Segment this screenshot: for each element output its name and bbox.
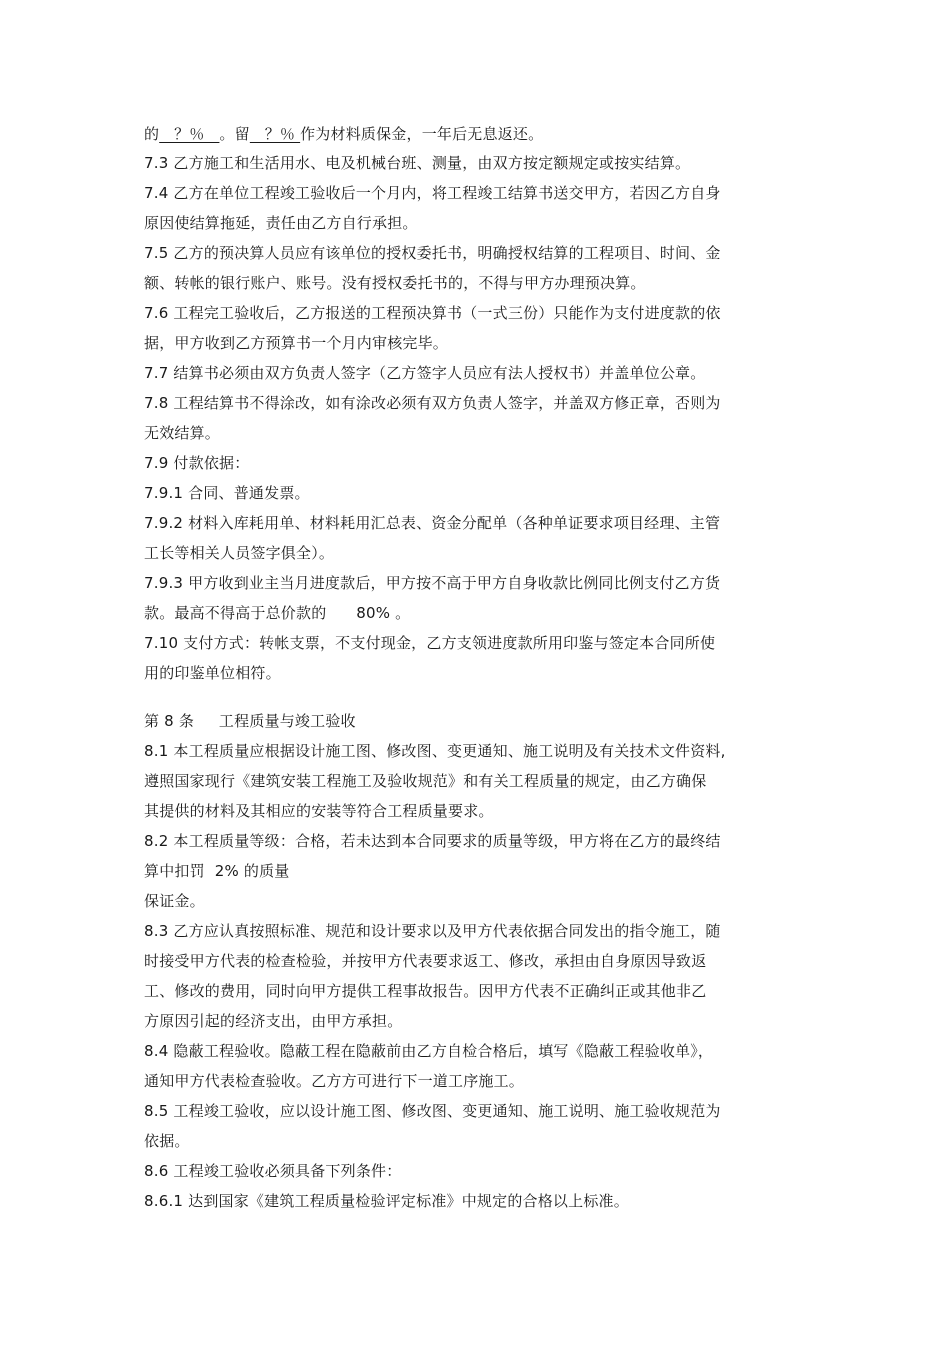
text-line-8: 据，甲方收到乙方预算书一个月内审核完毕。 — [144, 334, 449, 352]
text-line-29: 工、修改的费用，同时向甲方提供工程事故报告。因甲方代表不正确纠正或其他非乙 — [144, 982, 707, 1000]
text-line-21: 8.1 本工程质量应根据设计施工图、修改图、变更通知、施工说明及有关技术文件资料, — [144, 742, 726, 760]
text-line-10: 7.8 工程结算书不得涂改，如有涂改必须有双方负责人签字，并盖双方修正章，否则为 — [144, 394, 721, 412]
text-fragment: 的 — [144, 125, 160, 143]
text-line-25: 算中扣罚 2% 的质量 — [144, 862, 290, 880]
text-line-24: 8.2 本工程质量等级：合格，若未达到本合同要求的质量等级，甲方将在乙方的最终结 — [144, 832, 721, 850]
text-line-12: 7.9 付款依据： — [144, 454, 250, 472]
text-line-26: 保证金。 — [144, 892, 205, 910]
text-line-6: 额、转帐的银行账户、账号。没有授权委托书的，不得与甲方办理预决算。 — [144, 274, 646, 292]
text-line-13: 7.9.1 合同、普通发票。 — [144, 484, 310, 502]
text-line-9: 7.7 结算书必须由双方负责人签字（乙方签字人员应有法人授权书）并盖单位公章。 — [144, 364, 706, 382]
text-line-27: 8.3 乙方应认真按照标准、规范和设计要求以及甲方代表依据合同发出的指令施工，随 — [144, 922, 721, 940]
text-line-23: 其提供的材料及其相应的安装等符合工程质量要求。 — [144, 802, 494, 820]
blank-percent-1: ？％ — [159, 125, 220, 143]
text-line-34: 依据。 — [144, 1132, 190, 1150]
text-line-3: 7.4 乙方在单位工程竣工验收后一个月内，将工程竣工结算书送交甲方，若因乙方自身 — [144, 184, 721, 202]
text-line-30: 方原因引起的经济支出，由甲方承担。 — [144, 1012, 403, 1030]
text-line-22: 遵照国家现行《建筑安装工程施工及验收规范》和有关工程质量的规定，由乙方确保 — [144, 772, 707, 790]
text-fragment: 。留 — [219, 125, 250, 143]
text-line-14: 7.9.2 材料入库耗用单、材料耗用汇总表、资金分配单（各种单证要求项目经理、主管 — [144, 514, 721, 532]
text-line-33: 8.5 工程竣工验收，应以设计施工图、修改图、变更通知、施工说明、施工验收规范为 — [144, 1102, 721, 1120]
text-line-2: 7.3 乙方施工和生活用水、电及机械台班、测量，由双方按定额规定或按实结算。 — [144, 154, 691, 172]
text-fragment: 作为材料质保金，一年后无息返还。 — [300, 125, 544, 143]
text-line-32: 通知甲方代表检查验收。乙方方可进行下一道工序施工。 — [144, 1072, 525, 1090]
text-line-5: 7.5 乙方的预决算人员应有该单位的授权委托书，明确授权结算的工程项目、时间、金 — [144, 244, 721, 262]
text-line-15: 工长等相关人员签字俱全）。 — [144, 544, 335, 562]
text-line-35: 8.6 工程竣工验收必须具备下列条件： — [144, 1162, 402, 1180]
section-heading: 第 8 条 工程质量与竣工验收 — [144, 712, 356, 730]
text-line-17: 款。最高不得高于总价款的 80% 。 — [144, 604, 411, 622]
text-line-31: 8.4 隐蔽工程验收。隐蔽工程在隐蔽前由乙方自检合格后，填写《隐蔽工程验收单》， — [144, 1042, 714, 1060]
text-line-1 — [144, 124, 543, 144]
text-line-4: 原因使结算拖延，责任由乙方自行承担。 — [144, 214, 418, 232]
text-line-19: 用的印鉴单位相符。 — [144, 664, 281, 682]
text-line-7: 7.6 工程完工验收后，乙方报送的工程预决算书（一式三份）只能作为支付进度款的依 — [144, 304, 721, 322]
text-line-28: 时接受甲方代表的检查检验，并按甲方代表要求返工、修改，承担由自身原因导致返 — [144, 952, 707, 970]
text-line-36: 8.6.1 达到国家《建筑工程质量检验评定标准》中规定的合格以上标准。 — [144, 1192, 629, 1210]
text-line-16: 7.9.3 甲方收到业主当月进度款后，甲方按不高于甲方自身收款比例同比例支付乙方货 — [144, 574, 721, 592]
text-line-18: 7.10 支付方式：转帐支票，不支付现金，乙方支领进度款所用印鉴与签定本合同所使 — [144, 634, 716, 652]
blank-percent-2: ？％ — [249, 125, 301, 143]
text-line-11: 无效结算。 — [144, 424, 221, 442]
